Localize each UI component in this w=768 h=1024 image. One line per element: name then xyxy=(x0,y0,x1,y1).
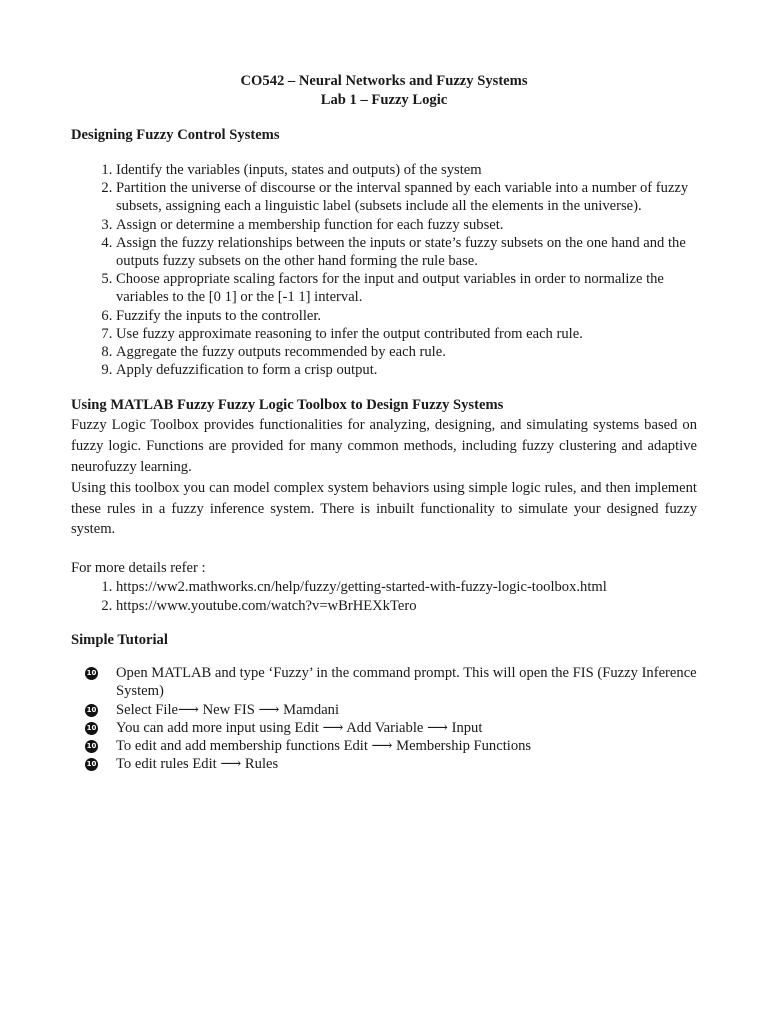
lab-title: Lab 1 – Fuzzy Logic xyxy=(320,92,448,108)
tutorial-step-text: Open MATLAB and type ‘Fuzzy’ in the command prompt. This will open the FIS (Fuzzy Inference System) xyxy=(116,665,697,700)
list-item: 3. Assign or determine a membership function for each fuzzy subset. xyxy=(116,216,697,234)
list-item xyxy=(86,664,697,700)
references-list xyxy=(71,578,697,615)
list-item: 1. Identify the variables (inputs, states and outputs) of the system xyxy=(116,161,697,179)
list-item: 2. Partition the universe of discourse or the interval spanned by each variable into a number of fuzzy subsets, assigning each a linguistic label (subsets include all the elements in the universe). xyxy=(116,179,697,215)
list-item: 8. Aggregate the fuzzy outputs recommended by each rule. xyxy=(116,343,697,361)
document-page xyxy=(71,72,697,773)
usage-paragraph: Using this toolbox you can model complex system behaviors using simple logic rules, and then implement these rules in a fuzzy inference system. There is inbuilt functionality to simulate your designed fuzzy system. xyxy=(71,479,697,538)
list-item xyxy=(86,755,697,773)
list-item xyxy=(86,719,697,737)
numbered-bullet-icon: 10 xyxy=(85,722,98,735)
course-title: CO542 – Neural Networks and Fuzzy Systems xyxy=(240,73,528,89)
design-heading: Designing Fuzzy Control Systems xyxy=(71,127,280,143)
numbered-bullet-icon: 10 xyxy=(85,740,98,753)
list-item xyxy=(86,701,697,719)
list-item: 6. Fuzzify the inputs to the controller. xyxy=(116,307,697,325)
numbered-bullet-icon: 10 xyxy=(85,667,98,680)
list-item: 9. Apply defuzzification to form a crisp output. xyxy=(116,361,697,379)
list-item: 4. Assign the fuzzy relationships between the inputs or state’s fuzzy subsets on the one hand and the outputs fuzzy subsets on the other hand forming the rule base. xyxy=(116,234,697,270)
tutorial-list xyxy=(71,664,697,773)
list-item xyxy=(86,737,697,755)
numbered-bullet-icon: 10 xyxy=(85,704,98,717)
tutorial-heading: Simple Tutorial xyxy=(71,632,168,649)
tutorial-step-text: Select File⟶ New FIS ⟶ Mamdani xyxy=(116,701,340,718)
matlab-heading: Using MATLAB Fuzzy Fuzzy Logic Toolbox to Design Fuzzy Systems xyxy=(71,397,504,414)
numbered-bullet-icon: 10 xyxy=(85,758,98,771)
details-label: For more details refer : xyxy=(71,560,206,577)
list-item: 7. Use fuzzy approximate reasoning to infer the output contributed from each rule. xyxy=(116,325,697,343)
list-item: 5. Choose appropriate scaling factors for the input and output variables in order to normalize the variables to the [0 1] or the [-1 1] interval. xyxy=(116,270,697,306)
reference-link[interactable]: 1. https://ww2.mathworks.cn/help/fuzzy/getting-started-with-fuzzy-logic-toolbox.html xyxy=(116,578,697,597)
reference-link[interactable]: 2. https://www.youtube.com/watch?v=wBrHEXkTero xyxy=(116,597,697,616)
toolbox-paragraph: Fuzzy Logic Toolbox provides functionalities for analyzing, designing, and simulating systems based on fuzzy logic. Functions are provided for many common methods, including fuzzy clustering and adaptive neurofuzzy learning. xyxy=(71,417,697,476)
title-block xyxy=(71,72,697,110)
tutorial-step-text: To edit rules Edit ⟶ Rules xyxy=(116,756,279,773)
tutorial-step-text: To edit and add membership functions Edit ⟶ Membership Functions xyxy=(116,738,532,755)
tutorial-step-text: You can add more input using Edit ⟶ Add Variable ⟶ Input xyxy=(116,719,483,736)
design-steps-list xyxy=(71,161,697,379)
